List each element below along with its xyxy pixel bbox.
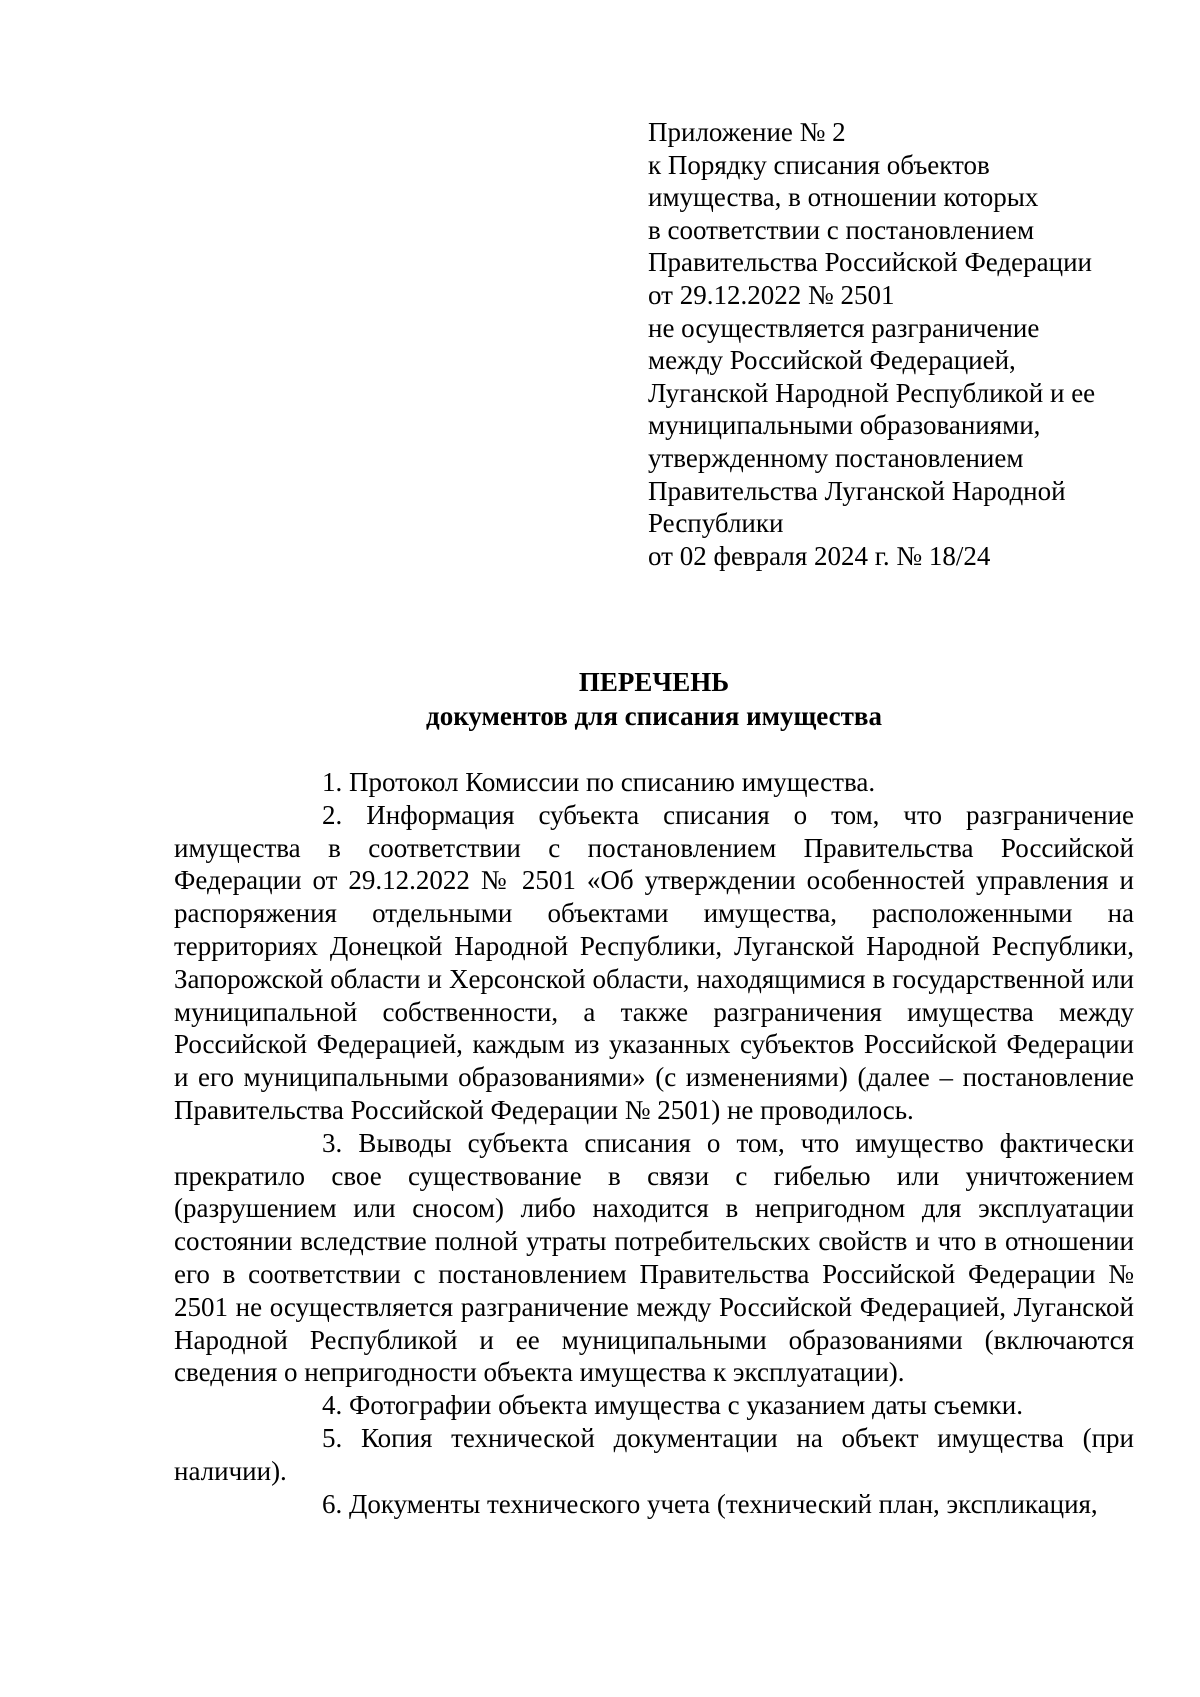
appendix-line: не осуществляется разграничение (648, 312, 1040, 343)
appendix-line: Правительства Российской Федерации (648, 247, 1092, 278)
list-item-text: Фотографии объекта имущества с указанием даты съемки. (349, 1390, 1023, 1421)
list-item-text: Копия технической документации на объект имущества (при наличии). (174, 1422, 1134, 1486)
appendix-line: от 02 февраля 2024 г. № 18/24 (648, 540, 991, 571)
document-list (174, 766, 1134, 1520)
appendix-header (648, 116, 1168, 572)
list-item-number: 1. (322, 767, 343, 797)
appendix-line: муниципальными образованиями, (648, 410, 1041, 441)
list-item (174, 766, 1134, 799)
list-item-text: Документы технического учета (технический план, экспликация, (349, 1488, 1098, 1519)
appendix-line: Луганской Народной Республикой и ее (648, 377, 1096, 408)
document-heading (174, 665, 1134, 733)
appendix-line: в соответствии с постановлением (648, 214, 1035, 245)
list-item-number: 6. (322, 1488, 343, 1519)
list-item-number: 3. (322, 1127, 343, 1158)
list-item-number: 2. (322, 799, 343, 830)
list-item-text: Информация субъекта списания о том, что разграничение имущества в соответствии с постановлением Правительства Российской Федерации от 29.12.2022 № 2501 «Об утверждении особенностей управления и распоряжения отдельными объектами имущества, расположенными на территориях Донецкой Народной Республики, Луганской Народной Республики, Запорожской области и Херсонской области, находящимися в государственной или муниципальной собственности, а также разграничения имущества между Российской Федерацией, каждым из указанных субъектов Российской Федерации и его муниципальными образованиями» (с изменениями) (далее – постановление Правительства Российской Федерации № 2501) не проводилось. (174, 799, 1135, 1125)
document-title: ПЕРЕЧЕНЬ (578, 667, 730, 697)
appendix-line: к Порядку списания объектов (648, 149, 990, 180)
appendix-line: утвержденному постановлением (648, 442, 1024, 473)
appendix-line: Республики (648, 508, 784, 539)
list-item (174, 1488, 1134, 1521)
list-item-text: Выводы субъекта списания о том, что имущество фактически прекратило свое существование в связи с гибелью или уничтожением (разрушением или сносом) либо находится в непригодном для эксплуатации состоянии вследствие полной утраты потребительских свойств и что в отношении его в соответствии с постановлением Правительства Российской Федерации № 2501 не осуществляется разграничение между Российской Федерацией, Луганской Народной Республикой и ее муниципальными образованиями (включаются сведения о непригодности объекта имущества к эксплуатации). (174, 1127, 1135, 1388)
list-item (174, 1127, 1134, 1389)
list-item-number: 5. (322, 1422, 343, 1453)
appendix-line: от 29.12.2022 № 2501 (648, 279, 895, 310)
document-subtitle: документов для списания имущества (426, 701, 882, 731)
list-item (174, 799, 1134, 1127)
appendix-line: между Российской Федерацией, (648, 345, 1016, 376)
appendix-line: имущества, в отношении которых (648, 182, 1039, 213)
list-item (174, 1389, 1134, 1422)
appendix-line: Приложение № 2 (648, 117, 846, 147)
list-item (174, 1422, 1134, 1488)
appendix-line: Правительства Луганской Народной (648, 475, 1066, 506)
list-item-number: 4. (322, 1390, 343, 1421)
list-item-text: Протокол Комиссии по списанию имущества. (349, 767, 876, 797)
